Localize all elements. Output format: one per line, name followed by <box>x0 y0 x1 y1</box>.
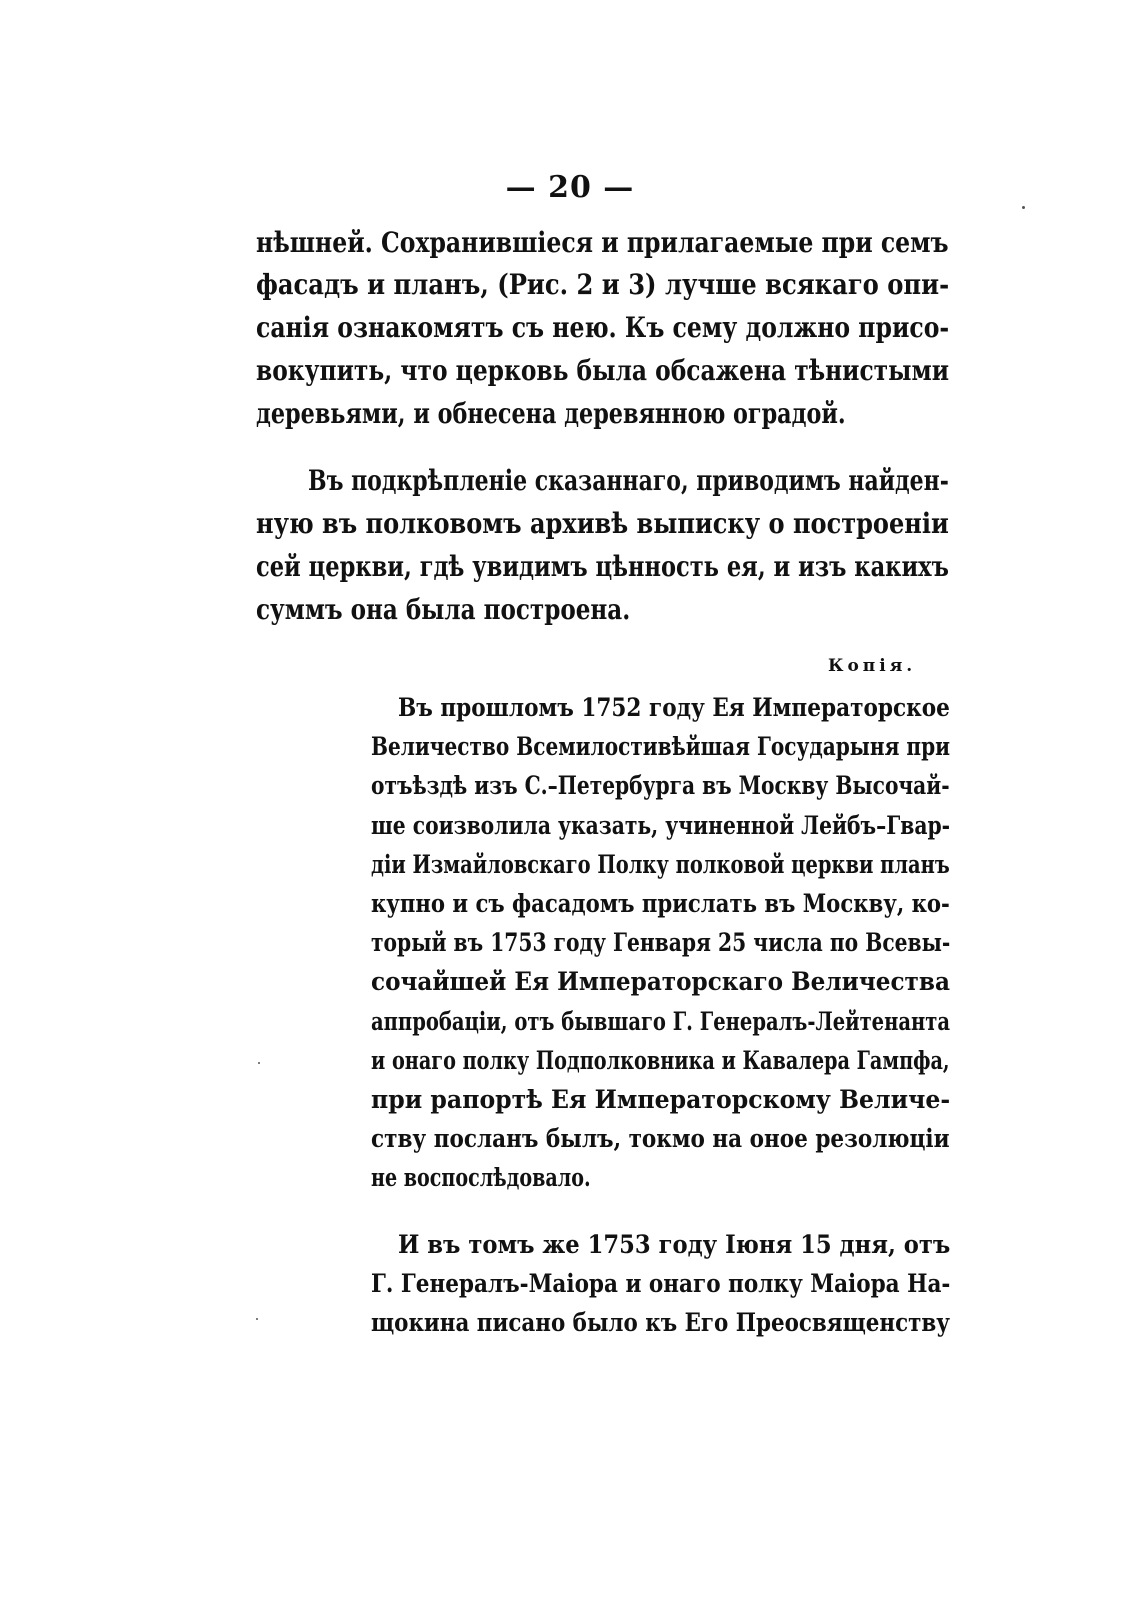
quote1-line-2: Величество Всемилостивѣйшая Государыня при <box>371 732 951 761</box>
paragraph1-line-5: деревьями, и обнесена деревянною оградой. <box>256 397 846 430</box>
paragraph1-line-3: санія ознакомятъ съ нею. Къ сему должно присо- <box>256 311 950 344</box>
quote1-line-9: аппробаціи, отъ бывшаго Г. Генералъ-Лейтенанта <box>371 1007 950 1036</box>
quote2-line-3: щокина писано было къ Его Преосвященству <box>371 1308 950 1337</box>
scan-speck <box>1022 206 1025 209</box>
quote1-line-12: ству посланъ былъ, токмо на оное резолюціи <box>371 1124 950 1153</box>
quote1-line-8: сочайшей Ея Императорскаго Величества <box>371 967 950 996</box>
scan-speck <box>258 1062 260 1064</box>
paragraph2-line-2: ную въ полковомъ архивѣ выписку о построеніи <box>256 507 949 540</box>
quote2-line-1: И въ томъ же 1753 году Іюня 15 дня, отъ <box>398 1230 951 1259</box>
paragraph2-line-1: Въ подкрѣпленіе сказаннаго, приводимъ найден- <box>308 464 949 497</box>
paragraph1-line-4: вокупить, что церковь была обсажена тѣнистыми <box>256 354 950 387</box>
quote1-line-6: купно и съ фасадомъ прислать въ Москву, ко- <box>371 889 950 918</box>
quote1-line-7: торый въ 1753 году Генваря 25 числа по Всевы- <box>371 928 951 957</box>
quote1-line-10: и онаго полку Подполковника и Кавалера Гампфа, <box>371 1046 950 1075</box>
scan-speck <box>256 1318 258 1320</box>
paragraph1-line-1: нѣшней. Сохранившіеся и прилагаемые при семъ <box>256 226 949 259</box>
quote1-line-1: Въ прошломъ 1752 году Ея Императорское <box>398 693 950 722</box>
quote2-line-2: Г. Генералъ-Маіора и онаго полку Маіора На- <box>371 1269 951 1298</box>
quote1-line-11: при рапортѣ Ея Императорскому Величе- <box>371 1085 951 1114</box>
paragraph2-line-3: сей церкви, гдѣ увидимъ цѣнность ея, и изъ какихъ <box>256 550 949 583</box>
paragraph1-line-2: фасадъ и планъ, (Рис. 2 и 3) лучше всякаго опи- <box>256 268 950 301</box>
quote1-line-13: не воспослѣдовало. <box>371 1163 591 1192</box>
paragraph2-line-4: суммъ она была построена. <box>256 593 631 626</box>
quote1-line-4: ше соизволила указать, учиненной Лейбъ–Гвар- <box>371 811 951 840</box>
quote1-line-3: отъѣздѣ изъ С.–Петербурга въ Москву Высочай- <box>371 771 950 800</box>
copy-label: Копія. <box>828 656 917 676</box>
quote1-line-5: діи Измайловскаго Полку полковой церкви планъ <box>371 850 950 879</box>
page-number: — 20 — <box>505 170 635 205</box>
